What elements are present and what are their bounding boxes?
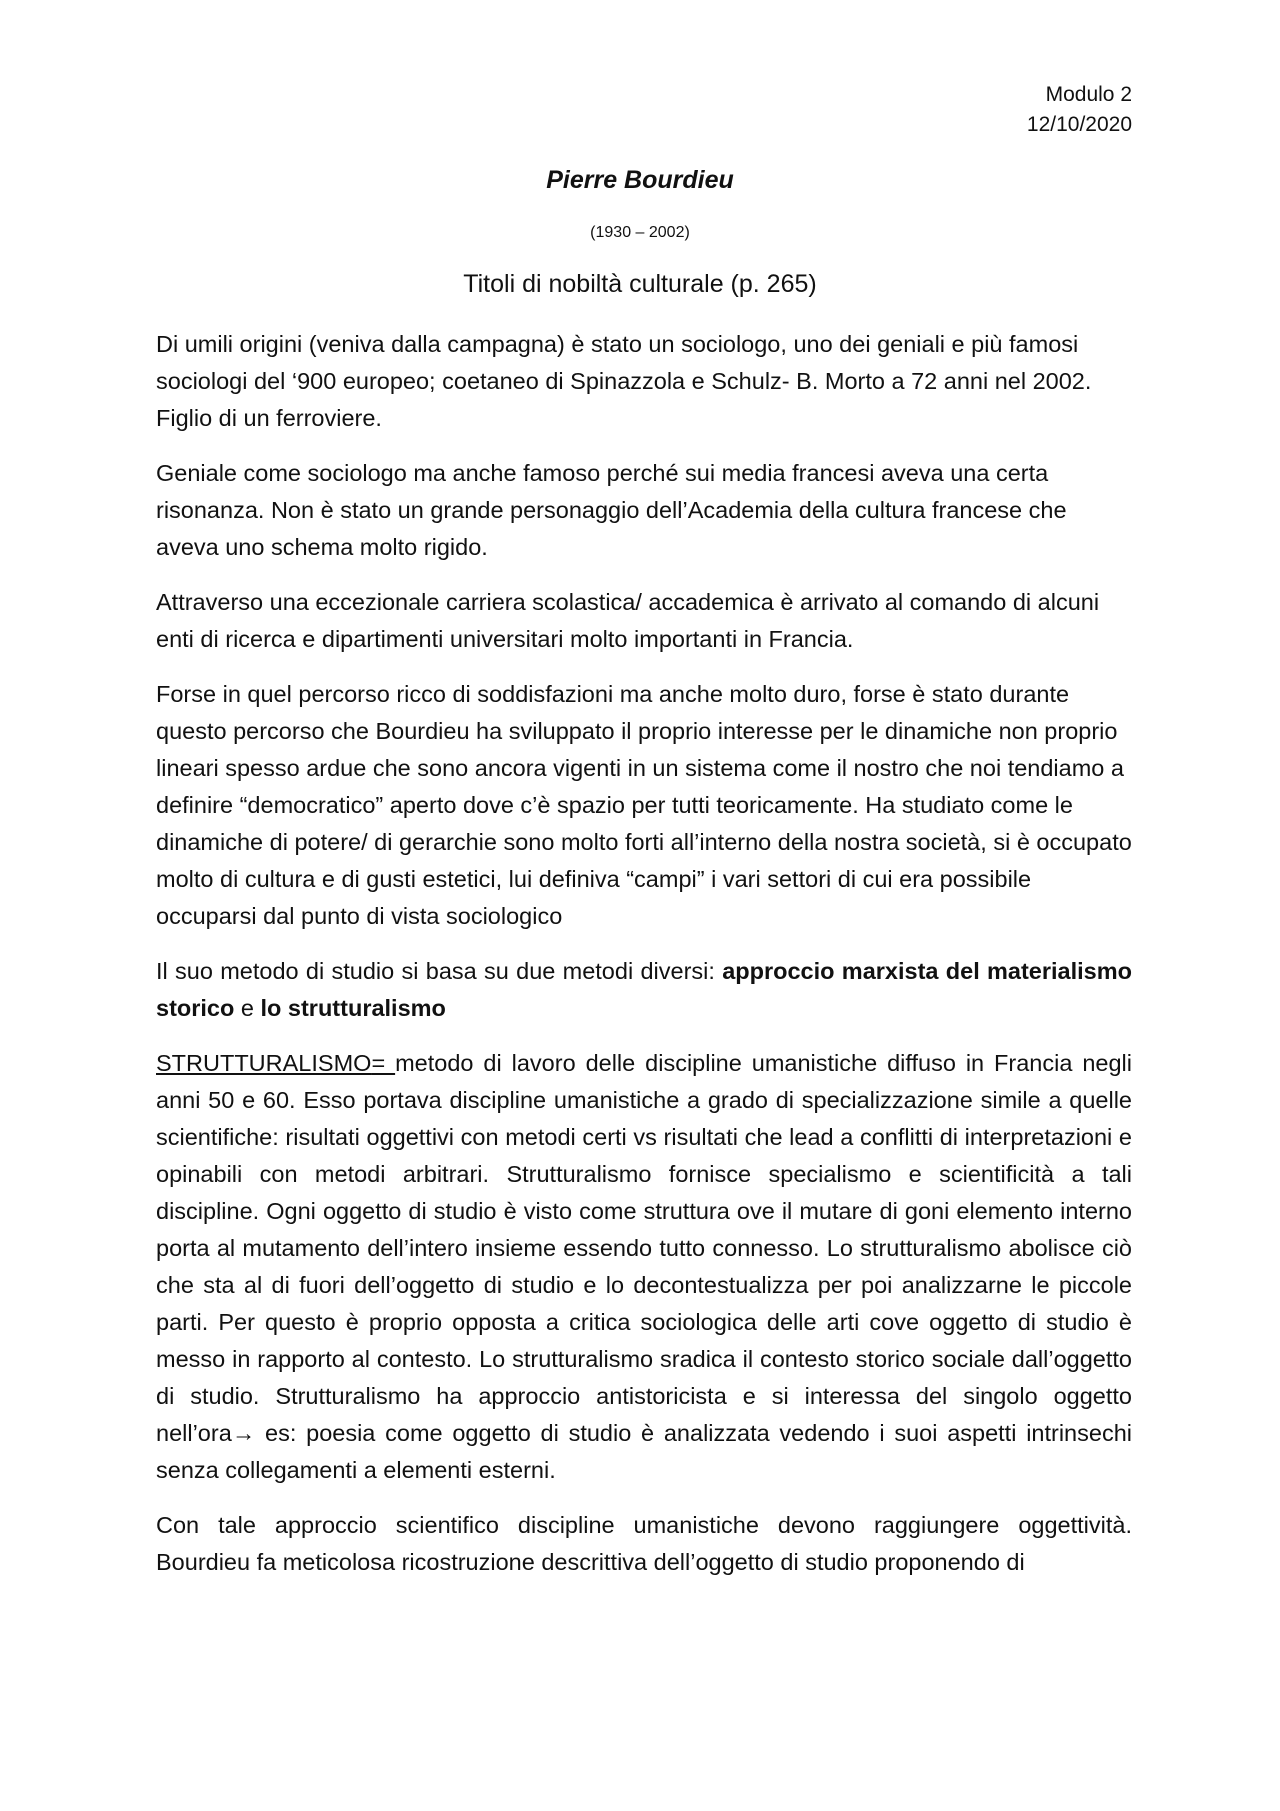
page-header (1027, 80, 1132, 140)
document-title: Pierre Bourdieu (546, 166, 734, 194)
header-date: 12/10/2020 (1026, 113, 1132, 136)
paragraph-fame: Geniale come sociologo ma anche famoso perché sui media francesi aveva una certa risonanza. Non è stato un grande personaggio dell’Academia della cultura francese che aveva uno schema molto rigido. (156, 460, 1067, 560)
method-marxism: approccio marxista del materialismo storico (156, 958, 1132, 1021)
life-dates: (1930 – 2002) (590, 224, 690, 241)
paragraph-interests: Forse in quel percorso ricco di soddisfazioni ma anche molto duro, forse è stato durante questo percorso che Bourdieu ha sviluppato il proprio interesse per le dinamiche non proprio lineari spesso ardue che sono ancora vigenti in un sistema come il nostro che noi tendiamo a definire “democratico” aperto dove c’è spazio per tutti teoricamente. Ha studiato come le dinamiche di potere/ di gerarchie sono molto forti all’interno della nostra società, si è occupato molto di cultura e di gusti estetici, lui definiva “campi” i vari settori di cui era possibile occuparsi dal punto di vista sociologico (156, 681, 1132, 929)
module-label: Modulo 2 (1045, 83, 1132, 106)
method-intro: Il suo metodo di studio si basa su due metodi diversi: (156, 958, 723, 984)
document-subtitle: Titoli di nobiltà culturale (p. 265) (463, 270, 817, 298)
method-structuralism: lo strutturalismo (260, 995, 446, 1021)
paragraph-structuralism (156, 1045, 1132, 1489)
paragraph-biography: Di umili origini (veniva dalla campagna) è stato un sociologo, uno dei geniali e più famosi sociologi del ‘900 europeo; coetaneo di Spinazzola e Schulz- B. Morto a 72 anni nel 2002. Figlio di un ferroviere. (156, 331, 1092, 431)
structuralism-equals: = (371, 1050, 396, 1076)
document-body (156, 326, 1132, 1599)
structuralism-term: STRUTTURALISMO (156, 1050, 372, 1076)
paragraph-method (156, 953, 1132, 1027)
method-conjunction: e (234, 995, 261, 1021)
paragraph-career: Attraverso una eccezionale carriera scolastica/ accademica è arrivato al comando di alcuni enti di ricerca e dipartimenti universitari molto importanti in Francia. (156, 589, 1100, 652)
paragraph-objectivity: Con tale approccio scientifico discipline umanistiche devono raggiungere oggettività. Bourdieu fa meticolosa ricostruzione descrittiva dell’oggetto di studio proponendo di (156, 1512, 1132, 1575)
structuralism-definition: metodo di lavoro delle discipline umanistiche diffuso in Francia negli anni 50 e 60. Esso portava discipline umanistiche a grado di specializzazione simile a quelle scientifiche: risultati oggettivi con metodi certi vs risultati che lead a conflitti di interpretazioni e opinabili con metodi arbitrari. Strutturalismo fornisce specialismo e scientificità a tali discipline. Ogni oggetto di studio è visto come struttura ove il mutare di goni elemento interno porta al mutamento dell’intero insieme essendo tutto connesso. Lo strutturalismo abolisce ciò che sta al di fuori dell’oggetto di studio e lo decontestualizza per poi analizzarne le piccole parti. Per questo è proprio opposta a critica sociologica delle arti cove oggetto di studio è messo in rapporto al contesto. Lo strutturalismo sradica il contesto storico sociale dall’oggetto di studio. Strutturalismo ha approccio antistoricista e si interessa del singolo oggetto nell’ora→ es: poesia come oggetto di studio è analizzata vedendo i suoi aspetti intrinsechi senza collegamenti a elementi esterni. (156, 1050, 1132, 1483)
